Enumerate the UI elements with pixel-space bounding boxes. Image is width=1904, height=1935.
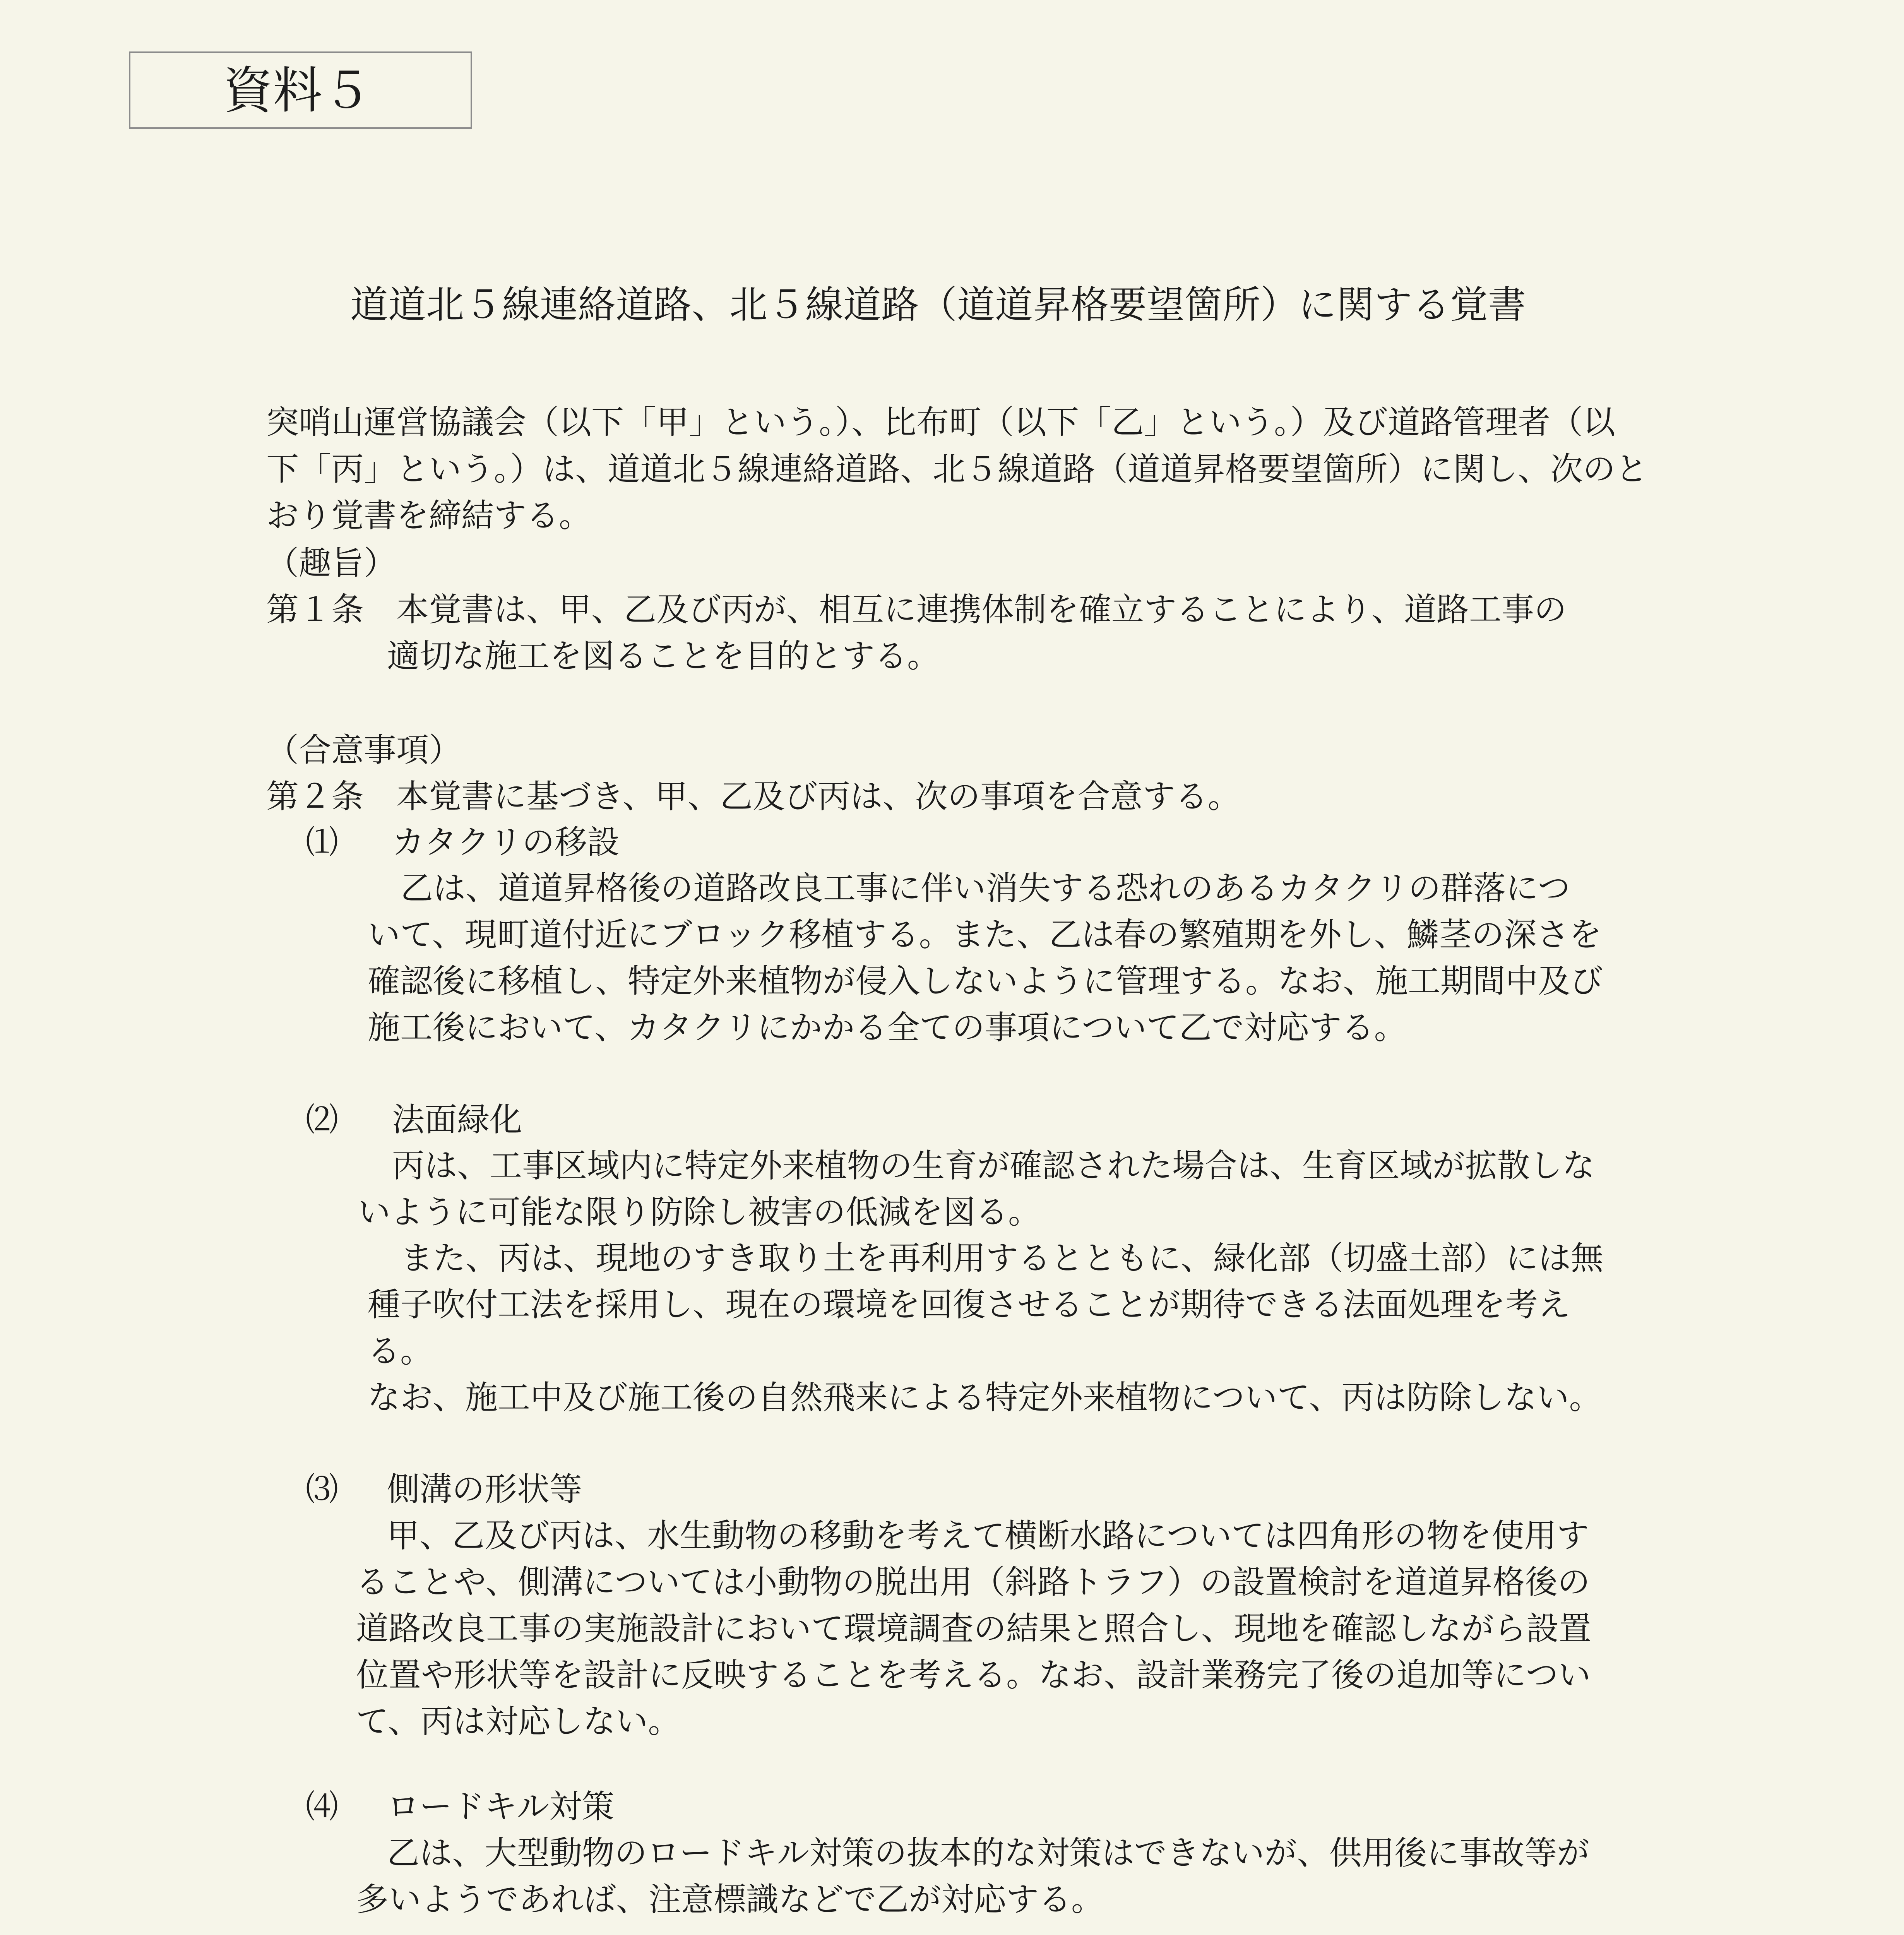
item-3-number: ⑶ bbox=[306, 1470, 339, 1508]
item-3-line-4: 位置や形状等を設計に反映することを考える。なお、設計業務完了後の追加等につい bbox=[356, 1656, 1591, 1694]
intro-line-2: 下「丙」という。）は、道道北５線連絡道路、北５線道路（道道昇格要望箇所）に関し、次のと bbox=[266, 450, 1648, 488]
intro-line-1: 突哨山運営協議会（以下「甲」という。）、比布町（以下「乙」という。）及び道路管理者（以 bbox=[266, 403, 1616, 441]
item-2-line-4: 種子吹付工法を採用し、現在の環境を回復させることが期待できる法面処理を考え bbox=[368, 1286, 1571, 1324]
item-1-title: カタクリの移設 bbox=[392, 823, 620, 861]
item-3-title: 側溝の形状等 bbox=[387, 1470, 582, 1508]
document-label-text: 資料５ bbox=[223, 62, 372, 120]
item-1-line-2: いて、現町道付近にブロック移植する。また、乙は春の繁殖期を外し、鱗茎の深さを bbox=[368, 916, 1602, 954]
item-3-line-5: て、丙は対応しない。 bbox=[356, 1702, 681, 1740]
item-4-line-2: 多いようであれば、注意標識などで乙が対応する。 bbox=[356, 1880, 1104, 1918]
item-1-number: ⑴ bbox=[306, 823, 339, 861]
item-2-number: ⑵ bbox=[306, 1101, 339, 1139]
article-1-line-1: 第１条 本覚書は、甲、乙及び丙が、相互に連携体制を確立することにより、道路工事の bbox=[266, 591, 1567, 628]
item-3-line-1: 甲、乙及び丙は、水生動物の移動を考えて横断水路については四角形の物を使用す bbox=[387, 1517, 1589, 1555]
article-1-heading: （趣旨） bbox=[266, 544, 397, 582]
item-1-line-3: 確認後に移植し、特定外来植物が侵入しないように管理する。なお、施工期間中及び bbox=[368, 962, 1603, 1000]
item-2-line-1: 丙は、工事区域内に特定外来植物の生育が確認された場合は、生育区域が拡散しな bbox=[392, 1147, 1595, 1185]
item-3-line-2: ることや、側溝については小動物の脱出用（斜路トラフ）の設置検討を道道昇格後の bbox=[356, 1563, 1590, 1601]
article-2-line: 第２条 本覚書に基づき、甲、乙及び丙は、次の事項を合意する。 bbox=[266, 777, 1240, 815]
article-2-heading: （合意事項） bbox=[266, 731, 462, 769]
intro-line-3: おり覚書を締結する。 bbox=[266, 497, 592, 534]
item-2-line-6: なお、施工中及び施工後の自然飛来による特定外来植物について、丙は防除しない。 bbox=[368, 1378, 1602, 1416]
article-1-line-2: 適切な施工を図ることを目的とする。 bbox=[387, 637, 940, 675]
item-4-line-1: 乙は、大型動物のロードキル対策の抜本的な対策はできないが、供用後に事故等が bbox=[387, 1834, 1590, 1872]
item-2-line-2: いように可能な限り防除し被害の低減を図る。 bbox=[358, 1193, 1041, 1231]
document-label bbox=[129, 51, 472, 129]
item-2-line-5: る。 bbox=[368, 1332, 433, 1370]
item-2-line-3: また、丙は、現地のすき取り土を再利用するとともに、緑化部（切盛土部）には無 bbox=[401, 1239, 1604, 1277]
item-1-line-1: 乙は、道道昇格後の道路改良工事に伴い消失する恐れのあるカタクリの群落につ bbox=[401, 869, 1570, 907]
item-4-title: ロードキル対策 bbox=[387, 1788, 615, 1825]
memorandum-title: 道道北５線連絡道路、北５線道路（道道昇格要望箇所）に関する覚書 bbox=[350, 283, 1526, 327]
item-2-title: 法面緑化 bbox=[392, 1101, 522, 1139]
item-3-line-3: 道路改良工事の実施設計において環境調査の結果と照合し、現地を確認しながら設置 bbox=[356, 1610, 1592, 1647]
item-1-line-4: 施工後において、カタクリにかかる全ての事項について乙で対応する。 bbox=[368, 1009, 1407, 1046]
item-4-number: ⑷ bbox=[306, 1788, 339, 1825]
